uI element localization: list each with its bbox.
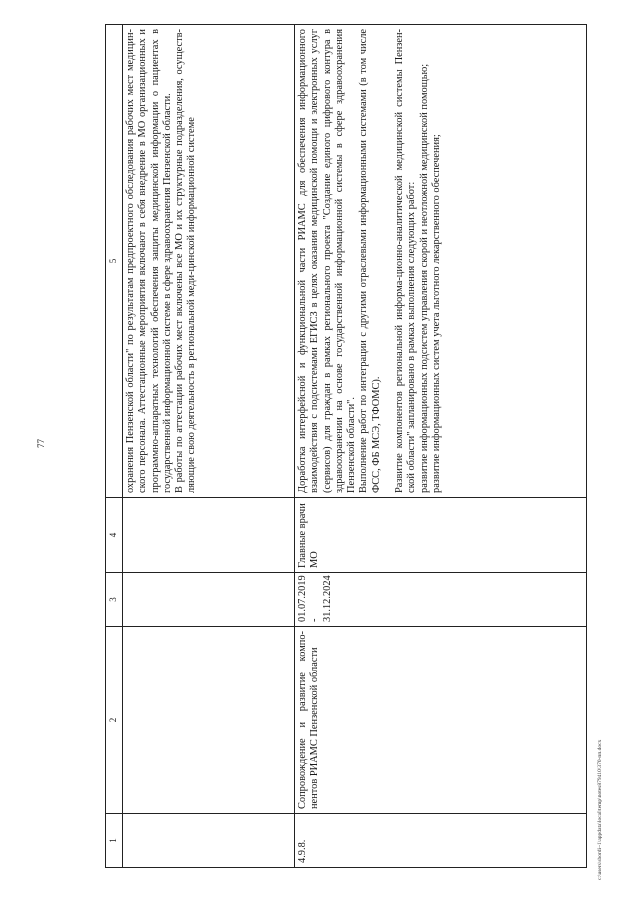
- row-number-cell: [123, 814, 295, 868]
- column-header-4: 4: [106, 498, 123, 573]
- row-period-cell: 01.07.2019 - 31.12.2024: [295, 573, 587, 627]
- description-paragraph: Выполнение работ по интеграции с другими отраслевыми информационными системами (в том числе ФСС, ФБ МСЭ, ТФОМС).: [358, 29, 382, 493]
- row-executor-cell: Главные врачи МО: [295, 498, 587, 573]
- row-description-cell: [295, 25, 587, 498]
- table-row: [295, 25, 587, 868]
- row-name-cell: Сопровождение и развитие компо-нентов РИАМС Пензенской области: [295, 627, 587, 814]
- paragraph-gap: [383, 29, 394, 493]
- column-header-5: 5: [106, 25, 123, 498]
- column-header-1: 1: [106, 814, 123, 868]
- column-header-2: 2: [106, 627, 123, 814]
- description-paragraph: Доработка интерфейсной и функциональной части РИАМС для обеспечения информационного взаимодействия с подсистемами ЕГИСЗ в целях оказания медицинской помощи и электронных услуг (сервисов) для граждан в рамках регионального проекта "Создание единого цифрового контура в здравоохранении на основе государственной информационной системы в сфере здравоохранения Пензенской области".: [297, 29, 358, 493]
- description-paragraph: Развитие компонентов региональной информа-ционно-аналитической медицинской системы Пензен-ской области" запланировано в рамках выполнения следующих работ:: [394, 29, 418, 493]
- row-number-cell: 4.9.8.: [295, 814, 587, 868]
- description-paragraph: развитие информационных систем учета льготного лекарственного обеспечения;: [430, 134, 442, 493]
- row-name-cell: [123, 627, 295, 814]
- description-paragraph: охранения Пензенской области" по результатам предпроектного обследования рабочих мест медицин-ского персонала. Аттестационные мероприятия включают в себя внедрение в МО организационных и программно-аппаратных технологий обеспечения защиты медицинской информации о пациентах в государственной информационной системе в сфере здравоохранения Пензенской области.: [125, 29, 173, 493]
- description-paragraph: В работы по аттестации рабочих мест включены все МО и их структурные подразделения, осуществ-ляющие свою деятельность в региональной меди-цинской информационной системе: [174, 29, 198, 493]
- column-header-3: 3: [106, 573, 123, 627]
- row-period-cell: [123, 573, 295, 627]
- page-number: 77: [36, 439, 46, 448]
- rotated-table-sheet: [105, 24, 587, 868]
- file-path-footer: c:\users\sbordi~1\appdata\local\temp\notes879410\370-пп.docx: [597, 739, 603, 880]
- row-executor-cell: [123, 498, 295, 573]
- header-row: [106, 25, 123, 868]
- description-paragraph: развитие информационных подсистем управления скорой и неотложной медицинской помощью;: [418, 63, 430, 493]
- measures-table: [105, 24, 587, 868]
- table-row: [123, 25, 295, 868]
- row-description-cell: [123, 25, 295, 498]
